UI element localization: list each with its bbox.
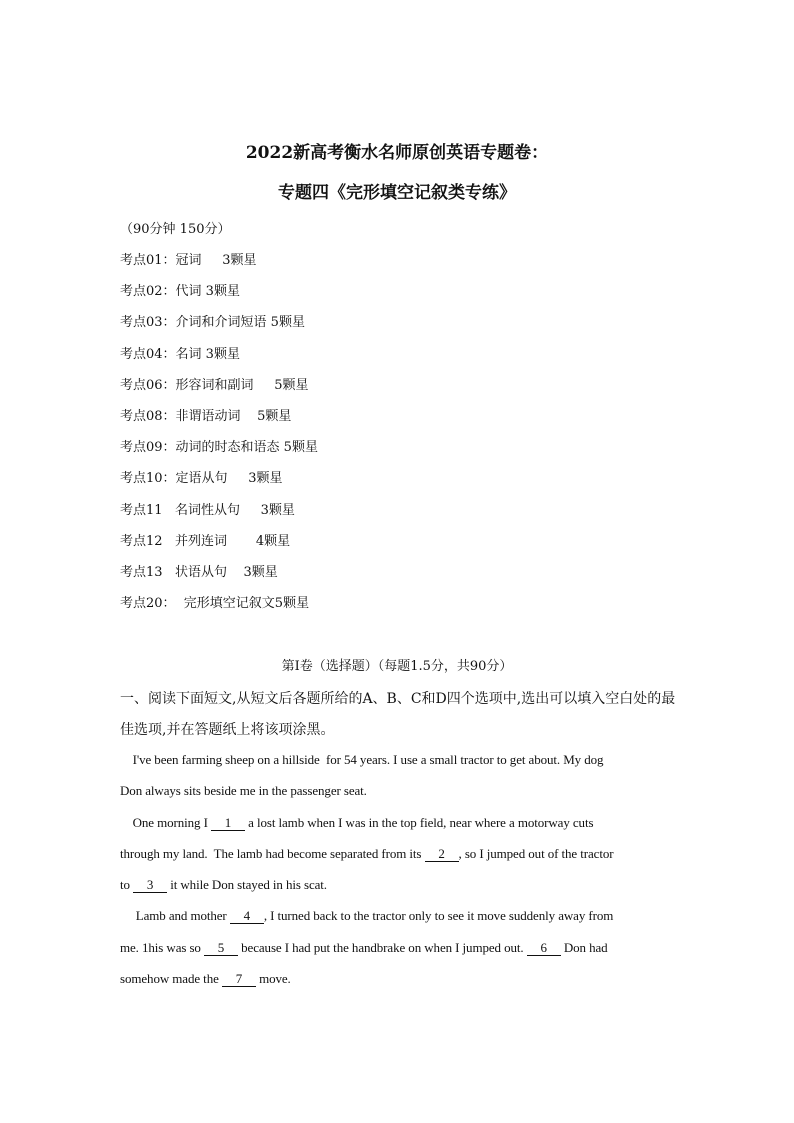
knowledge-point: 考点03：介词和介词短语 5颗星 bbox=[120, 315, 305, 331]
knowledge-point-list bbox=[120, 249, 318, 623]
knowledge-point: 考点13 状语从句 3颗星 bbox=[120, 564, 278, 580]
cloze-blank: 6 bbox=[527, 940, 561, 956]
passage-text: me. 1his was so bbox=[120, 939, 204, 955]
passage-text: , so I jumped out of the tractor bbox=[458, 845, 614, 861]
cloze-blank: 5 bbox=[204, 940, 238, 956]
cloze-blank: 1 bbox=[211, 815, 245, 831]
passage-text: a lost lamb when I was in the top field, near where a motorway cuts bbox=[245, 814, 594, 830]
passage-text: , I turned back to the tractor only to see it move suddenly away from bbox=[263, 908, 614, 924]
knowledge-point: 考点01：冠词 3颗星 bbox=[120, 253, 257, 268]
passage-line bbox=[120, 869, 680, 900]
passage-line bbox=[120, 838, 680, 869]
section-heading: 第Ⅰ卷（选择题）（每题1.5分，共90分） bbox=[281, 659, 513, 674]
passage-text: One morning I bbox=[120, 814, 211, 830]
passage-text: through my land. The lamb had become separated from its bbox=[120, 845, 425, 861]
knowledge-point: 考点08：非谓语动词 5颗星 bbox=[120, 408, 292, 424]
passage-text: because I had put the handbrake on when I jumped out. bbox=[237, 939, 527, 955]
cloze-blank: 7 bbox=[222, 971, 256, 987]
passage-text: somehow made the bbox=[120, 971, 222, 987]
knowledge-point: 考点04：名词 3颗星 bbox=[120, 346, 240, 362]
passage-line bbox=[120, 775, 680, 806]
passage-text: to bbox=[120, 877, 134, 893]
cloze-passage bbox=[120, 744, 680, 994]
cloze-blank: 3 bbox=[133, 877, 167, 893]
passage-line bbox=[120, 963, 680, 994]
passage-line bbox=[120, 900, 680, 931]
passage-text: move. bbox=[255, 971, 291, 987]
passage-text: Don always sits beside me in the passenger seat. bbox=[120, 783, 367, 799]
passage-text: I've been farming sheep on a hillside for 54 years. I use a small tractor to get about. My dog bbox=[120, 752, 604, 767]
exam-title: 2022新高考衡水名师原创英语专题卷： bbox=[245, 143, 549, 163]
knowledge-point: 考点10：定语从句 3颗星 bbox=[120, 471, 283, 487]
passage-text: Lamb and mother bbox=[120, 908, 230, 924]
knowledge-point: 考点02：代词 3颗星 bbox=[120, 284, 240, 300]
passage-text: it while Don stayed in his scat. bbox=[167, 877, 327, 893]
time-score-info: （90分钟 150分） bbox=[120, 222, 231, 237]
cloze-blank: 2 bbox=[425, 846, 459, 862]
passage-line bbox=[120, 932, 680, 963]
passage-line bbox=[120, 744, 680, 775]
section-instructions: 一、阅读下面短文,从短文后各题所给的A、B、C和D四个选项中,选出可以填入空白处的最佳选项,并在答题纸上将该项涂黑。 bbox=[120, 691, 676, 738]
cloze-blank: 4 bbox=[230, 908, 264, 924]
knowledge-point: 考点06：形容词和副词 5颗星 bbox=[120, 377, 309, 393]
passage-text: Don had bbox=[560, 939, 608, 955]
passage-line bbox=[120, 807, 680, 838]
exam-subtitle: 专题四《完形填空记叙类专练》 bbox=[278, 183, 516, 203]
knowledge-point: 考点11 名词性从句 3颗星 bbox=[120, 502, 295, 518]
knowledge-point: 考点20： 完形填空记叙文5颗星 bbox=[120, 596, 310, 612]
knowledge-point: 考点12 并列连词 4颗星 bbox=[120, 533, 291, 549]
knowledge-point: 考点09：动词的时态和语态 5颗星 bbox=[120, 440, 318, 456]
